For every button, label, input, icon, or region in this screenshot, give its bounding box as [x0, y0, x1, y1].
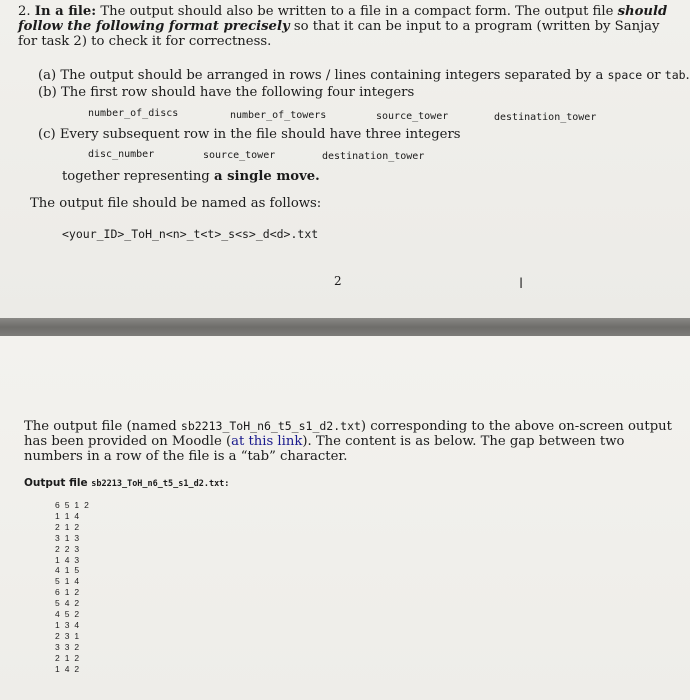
item-a-label: (a): [38, 68, 57, 83]
item-a-mono-tab: tab: [664, 68, 686, 82]
item-a-text1: The output should be arranged in rows / lines containing integers separated by a: [60, 68, 608, 83]
output-line: 1 3 4: [55, 619, 81, 630]
section-number: 2.: [18, 4, 31, 19]
output-line: 1 4 2: [55, 663, 81, 674]
output-line: 2 3 1: [55, 630, 81, 641]
item-b-label: (b): [38, 85, 57, 100]
output-file-content: [55, 500, 90, 675]
first-row-field-4: destination_tower: [494, 112, 597, 123]
item-a-text2: or: [642, 68, 665, 83]
first-row-field-1: number_of_discs: [88, 108, 179, 119]
output-desc-text2: ) corresponding to the above on-screen output has been provided on Moodle (: [24, 419, 672, 449]
together-text: together representing: [62, 169, 214, 184]
output-line: 1 1 4: [55, 510, 81, 521]
section-intro-text2: so that it can be input to a program (written by Sanjay for task 2) to check it for correctness.: [18, 19, 660, 49]
output-description: [24, 419, 684, 464]
item-a: [38, 68, 690, 83]
output-line: 4 5 2: [55, 609, 81, 620]
item-b-text: The first row should have the following four integers: [60, 85, 415, 100]
output-label-text: Output file: [24, 477, 92, 489]
text-cursor-icon: I: [519, 276, 524, 292]
output-file-label: [24, 477, 229, 489]
item-b: [38, 85, 414, 100]
output-filename-mono: sb2213_ToH_n6_t5_s1_d2.txt: [180, 419, 361, 433]
section-intro-text1: The output should also be written to a file in a compact form. The output file: [96, 4, 618, 19]
filename-intro: The output file should be named as follows:: [30, 196, 322, 211]
output-line: 3 3 2: [55, 641, 81, 652]
output-line: 1 4 3: [55, 554, 81, 565]
together-bold: a single move.: [213, 169, 320, 184]
output-line: 5 4 2: [55, 598, 81, 609]
document-page-upper: [0, 0, 690, 318]
section-intro: [18, 4, 673, 49]
output-line: 2 1 2: [55, 521, 81, 532]
item-a-text3: .: [685, 68, 690, 83]
item-a-mono-space: space: [607, 68, 643, 82]
together-line: [62, 169, 320, 184]
output-line: 6 1 2: [55, 587, 81, 598]
document-page-lower: [0, 336, 690, 700]
move-row-field-3: destination_tower: [322, 151, 425, 162]
output-desc-text1: The output file (named: [24, 419, 181, 434]
moodle-link[interactable]: at this link: [231, 434, 303, 449]
output-desc-text3: ). The content is as below. The gap between two numbers in a row of the file is a “tab” character.: [24, 434, 625, 464]
move-row-field-1: disc_number: [88, 149, 155, 160]
output-line: 5 1 4: [55, 576, 81, 587]
item-c-label: (c): [38, 127, 56, 142]
output-line: 2 2 3: [55, 543, 81, 554]
page-divider: [0, 318, 690, 336]
first-row-field-2: number_of_towers: [230, 110, 327, 121]
output-label-mono: sb2213_ToH_n6_t5_s1_d2.txt:: [91, 479, 230, 489]
page-number: 2: [334, 274, 342, 288]
section-intro-italic: should follow the following format precisely: [18, 4, 668, 34]
output-line: 4 1 5: [55, 565, 81, 576]
first-row-field-3: source_tower: [376, 111, 449, 122]
item-c-text: Every subsequent row in the file should have three integers: [59, 127, 461, 142]
filename-pattern: <your_ID>_ToH_n<n>_t<t>_s<s>_d<d>.txt: [62, 227, 319, 241]
output-line: 6 5 1 2: [55, 500, 91, 510]
move-row-field-2: source_tower: [203, 150, 276, 161]
output-line: 2 1 2: [55, 652, 81, 663]
item-c: [38, 127, 461, 142]
section-intro-bold: In a file:: [34, 4, 97, 19]
output-line: 3 1 3: [55, 532, 81, 543]
